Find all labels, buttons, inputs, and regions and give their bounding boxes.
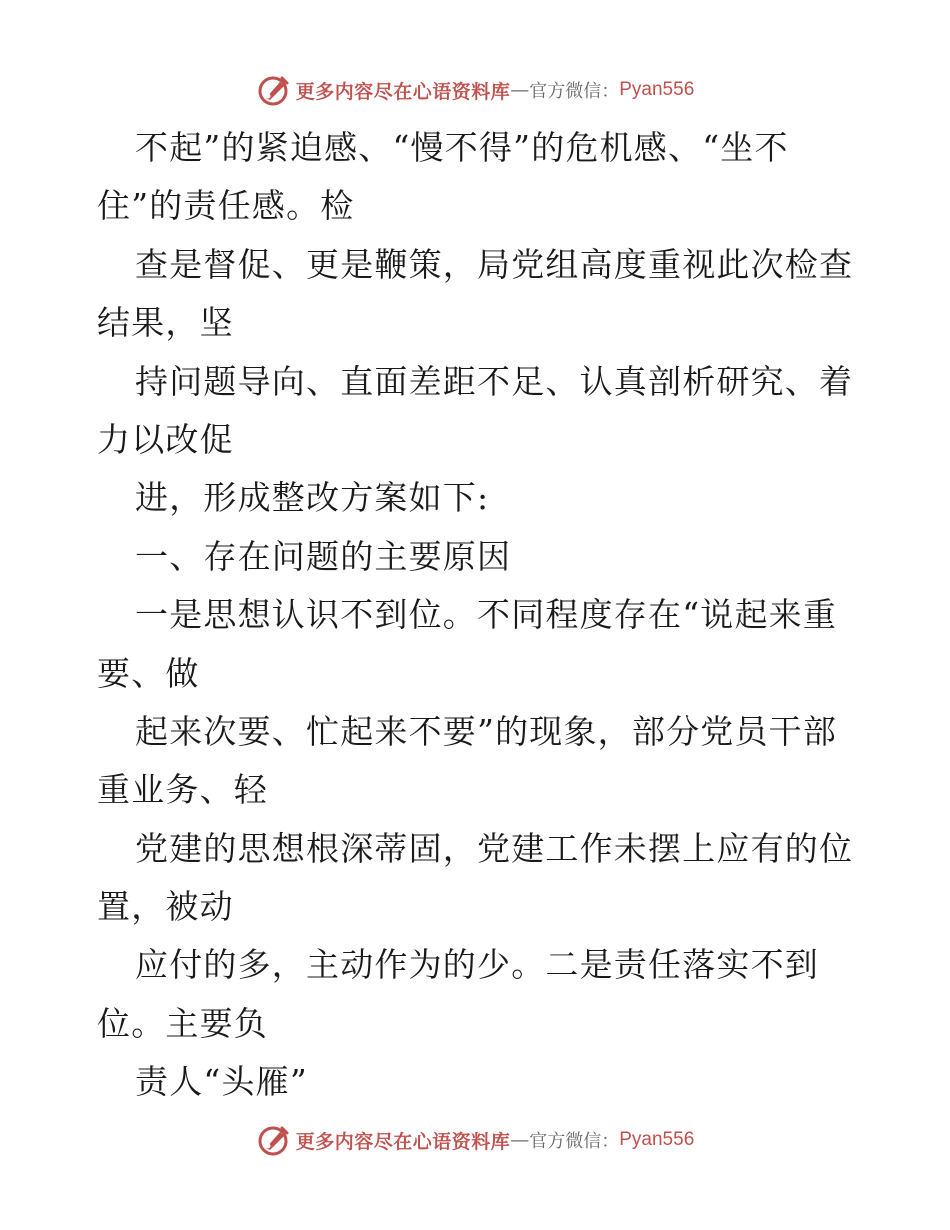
text-line: 进，形成整改方案如下: — [135, 478, 490, 518]
section-heading: 一、存在问题的主要原因 — [135, 536, 512, 576]
footer-brand-text: 更多内容尽在心语资料库 — [295, 1130, 511, 1153]
pen-nib-logo-icon — [256, 72, 292, 108]
text-line: 党建的思想根深蒂固，党建工作未摆上应有的位 — [135, 828, 854, 868]
text-line: 要、做 — [97, 653, 200, 693]
header-separator: — — [510, 79, 530, 101]
text-line: 查是督促、更是鞭策，局党组高度重视此次检查 — [135, 244, 854, 284]
header-brand-text: 更多内容尽在心语资料库 — [295, 80, 511, 103]
text-line: 住”的责任感。检 — [97, 186, 355, 226]
text-line: 责人“头雁” — [135, 1062, 308, 1102]
body-text — [97, 119, 857, 1112]
pen-nib-logo-icon — [256, 1122, 292, 1158]
header-wechat-label: 官方微信： — [529, 81, 620, 102]
header-banner — [0, 70, 950, 110]
footer-separator: — — [510, 1129, 530, 1151]
text-line: 起来次要、忙起来不要”的现象，部分党员干部 — [135, 711, 838, 751]
header-wechat-id: Pyan556 — [619, 79, 695, 100]
text-line: 应付的多，主动作为的少。二是责任落实不到 — [135, 945, 819, 985]
footer-wechat-label: 官方微信： — [529, 1131, 620, 1152]
text-line: 位。主要负 — [97, 1003, 268, 1043]
text-line: 持问题导向、直面差距不足、认真剖析研究、着 — [135, 361, 854, 401]
footer-banner — [0, 1120, 950, 1160]
text-line: 不起”的紧迫感、“慢不得”的危机感、“坐不 — [135, 128, 789, 167]
footer-wechat-id: Pyan556 — [619, 1129, 695, 1150]
text-line: 结果，坚 — [97, 303, 234, 343]
text-line: 置，被动 — [97, 887, 234, 927]
text-line: 一是思想认识不到位。不同程度存在“说起来重 — [135, 595, 838, 635]
text-line: 重业务、轻 — [97, 770, 268, 810]
text-line: 力以改促 — [97, 419, 234, 459]
